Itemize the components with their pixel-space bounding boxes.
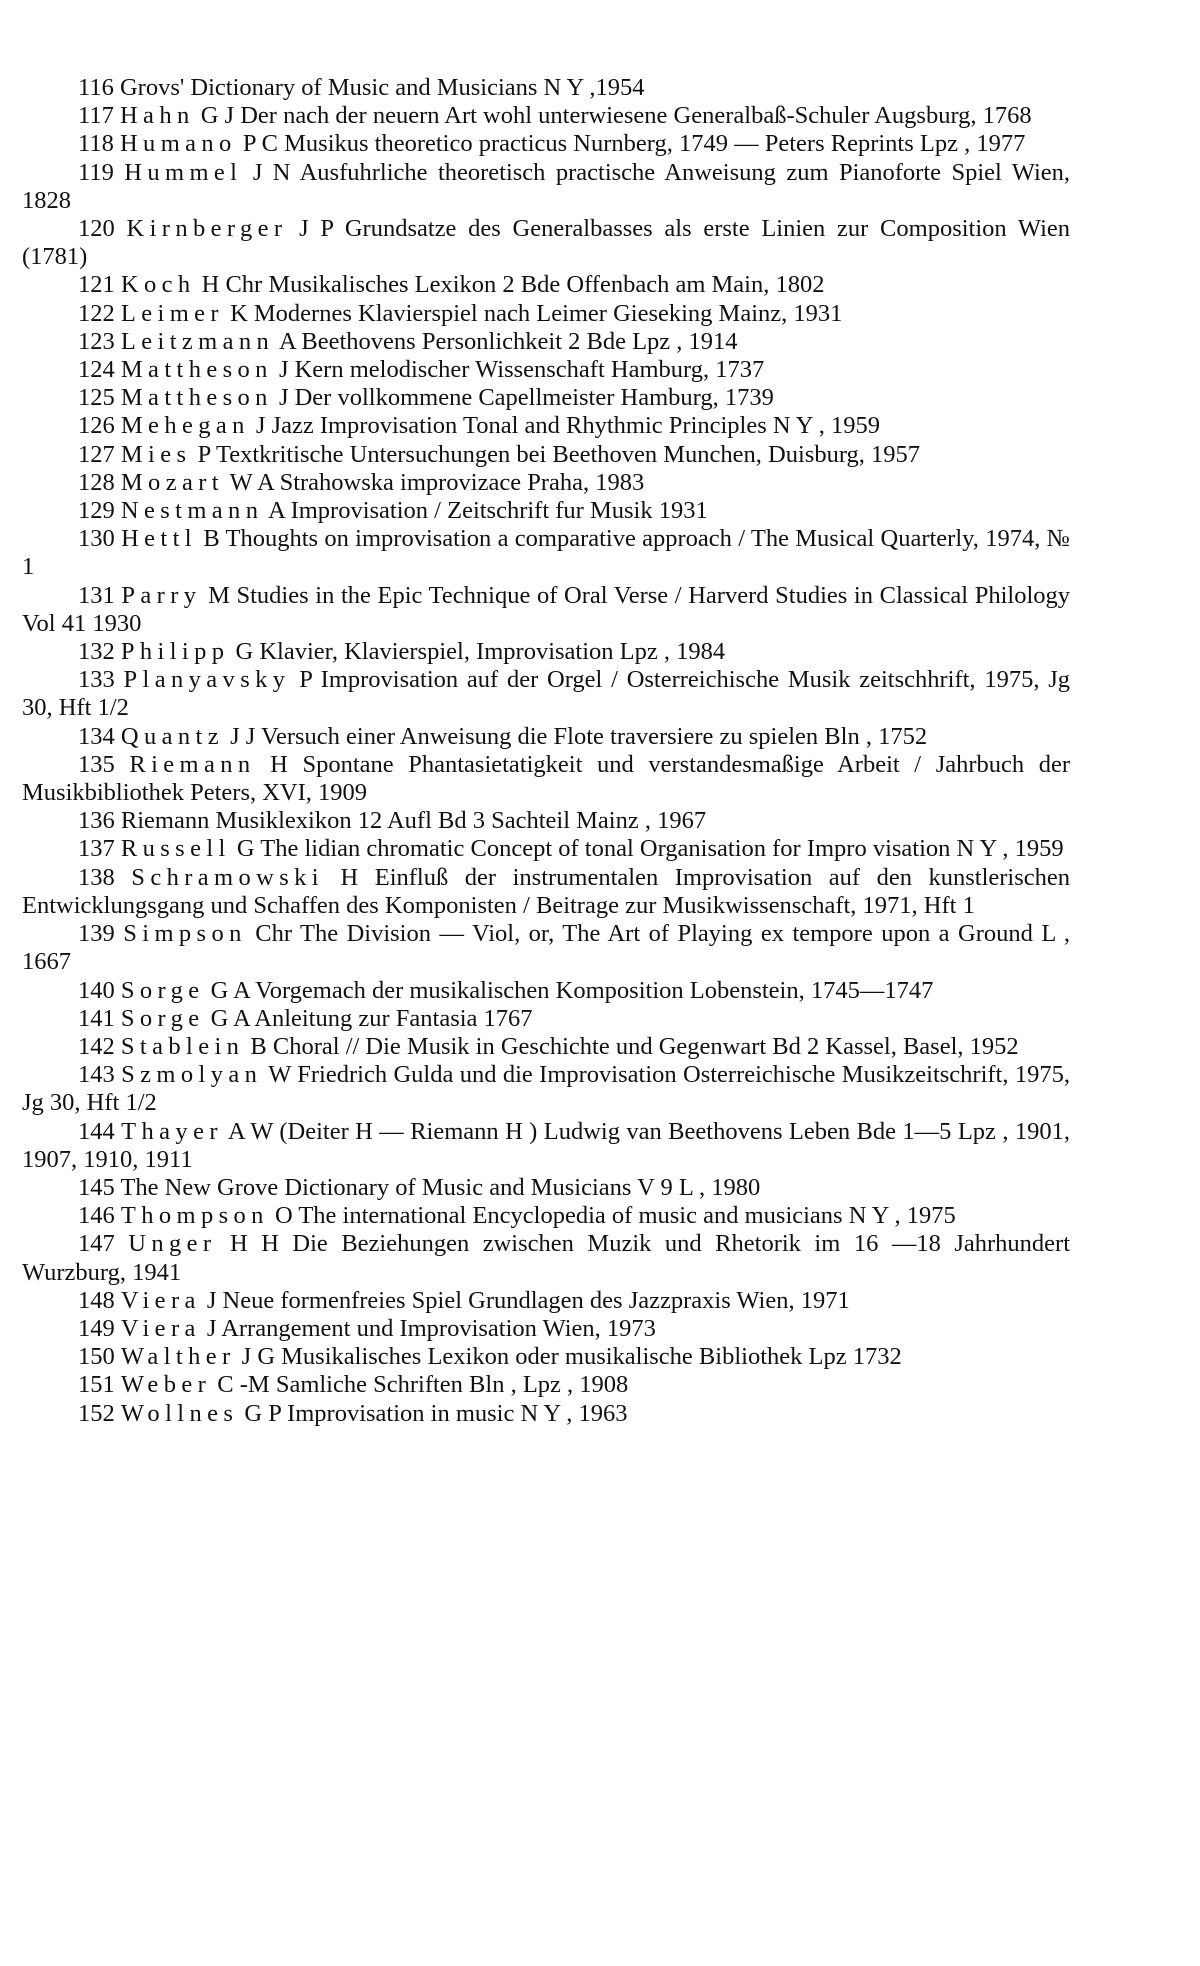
entry-text: A W (Deiter H — Riemann H ) Ludwig van Beethovens Leben Bde 1—5 Lpz , 1901, 1907, 1910, 1911 (22, 1118, 1070, 1173)
entry-number: 138 (78, 864, 115, 891)
entry-author: Viera (121, 1287, 201, 1314)
entry-text: G A Vorgemach der musikalischen Komposition Lobenstein, 1745—1747 (211, 977, 934, 1004)
entry-number: 139 (78, 920, 115, 947)
bibliography-entry (22, 497, 1070, 525)
entry-author: Thayer (121, 1118, 223, 1145)
bibliography-entry (22, 469, 1070, 497)
entry-number: 126 (78, 412, 115, 439)
bibliography-entry (22, 723, 1070, 751)
bibliography-entry (22, 525, 1070, 581)
entry-author: Quantz (121, 723, 224, 750)
entry-number: 143 (78, 1061, 115, 1088)
bibliography-entry (22, 582, 1070, 638)
bibliography-entry (22, 920, 1070, 976)
entry-author: Leitzmann (121, 328, 274, 355)
entry-text: J Neue formenfreies Spiel Grundlagen des Jazzpraxis Wien, 1971 (207, 1287, 850, 1314)
entry-author: Mehegan (121, 412, 250, 439)
bibliography-entry (22, 159, 1070, 215)
bibliography-entry (22, 751, 1070, 807)
bibliography-entry (22, 130, 1070, 158)
entry-number: 152 (78, 1400, 115, 1427)
entry-author: Mattheson (121, 384, 273, 411)
entry-number: 137 (78, 835, 115, 862)
entry-author: Leimer (121, 300, 224, 327)
bibliography-entry (22, 864, 1070, 920)
entry-text: W Friedrich Gulda und die Improvisation Osterreichische Musikzeitschrift, 1975, Jg 30, Hft 1/2 (22, 1061, 1070, 1116)
bibliography-entry (22, 1343, 1070, 1371)
entry-number: 117 (78, 102, 114, 129)
bibliography-entry (22, 412, 1070, 440)
entry-text: J P Grundsatze des Generalbasses als erste Linien zur Composition Wien (1781) (22, 215, 1070, 270)
entry-author: Schramowski (131, 864, 324, 891)
entry-text: Grovs' Dictionary of Music and Musicians N Y ,1954 (120, 74, 645, 101)
bibliography-entry (22, 1005, 1070, 1033)
entry-text: P Improvisation auf der Orgel / Osterreichische Musik zeitschhrift, 1975, Jg 30, Hft 1/2 (22, 666, 1070, 721)
bibliography-entry (22, 1174, 1070, 1202)
entry-text: H Spontane Phantasietatigkeit und verstandesmaßige Arbeit / Jahrbuch der Musikbibliothek Peters, XVI, 1909 (22, 751, 1070, 806)
entry-text: B Thoughts on improvisation a comparative approach / The Musical Quarterly, 1974, № 1 (22, 525, 1070, 580)
entry-author: Wollnes (121, 1400, 238, 1427)
entry-author: Weber (121, 1371, 211, 1398)
entry-author: Hahn (120, 102, 195, 129)
entry-text: G A Anleitung zur Fantasia 1767 (211, 1005, 533, 1032)
bibliography-entry (22, 1315, 1070, 1343)
entry-number: 141 (78, 1005, 115, 1032)
entry-text: A Beethovens Personlichkeit 2 Bde Lpz , 1914 (279, 328, 738, 355)
entry-text: J Jazz Improvisation Tonal and Rhythmic Principles N Y , 1959 (256, 412, 880, 439)
entry-author: Humano (120, 130, 237, 157)
entry-author: Nestmann (121, 497, 263, 524)
entry-text: A Improvisation / Zeitschrift fur Musik 1931 (268, 497, 708, 524)
entry-number: 151 (78, 1371, 115, 1398)
entry-author: Sorge (121, 977, 205, 1004)
entry-text: G The lidian chromatic Concept of tonal Organisation for Impro visation N Y , 1959 (237, 835, 1064, 862)
bibliography-entry (22, 328, 1070, 356)
entry-text: H Chr Musikalisches Lexikon 2 Bde Offenbach am Main, 1802 (202, 271, 825, 298)
entry-text: J Arrangement und Improvisation Wien, 1973 (207, 1315, 656, 1342)
entry-text: W A Strahowska improvizace Praha, 1983 (230, 469, 645, 496)
bibliography-entry (22, 807, 1070, 835)
bibliography-entry (22, 835, 1070, 863)
entry-text: G J Der nach der neuern Art wohl unterwiesene Generalbaß-Schuler Augsburg, 1768 (201, 102, 1032, 129)
entry-text: B Choral // Die Musik in Geschichte und Gegenwart Bd 2 Kassel, Basel, 1952 (250, 1033, 1018, 1060)
bibliography-entry (22, 1061, 1070, 1117)
bibliography-entry (22, 271, 1070, 299)
entry-text: J N Ausfuhrliche theoretisch practische Anweisung zum Pianoforte Spiel Wien, 1828 (22, 159, 1070, 214)
entry-text: G Klavier, Klavierspiel, Improvisation Lpz , 1984 (236, 638, 726, 665)
entry-number: 116 (78, 74, 114, 101)
entry-author: Stablein (121, 1033, 244, 1060)
bibliography-entry (22, 384, 1070, 412)
entry-author: Unger (128, 1230, 216, 1257)
entry-author: Hettl (121, 525, 197, 552)
bibliography-entry (22, 977, 1070, 1005)
entry-number: 130 (78, 525, 115, 552)
entry-text: G P Improvisation in music N Y , 1963 (244, 1400, 627, 1427)
entry-number: 135 (78, 751, 115, 778)
entry-author: Thompson (121, 1202, 269, 1229)
bibliography-entry (22, 1118, 1070, 1174)
entry-author: Mozart (121, 469, 224, 496)
entry-author: Riemann (129, 751, 255, 778)
entry-number: 144 (78, 1118, 115, 1145)
entry-number: 132 (78, 638, 115, 665)
bibliography-entry (22, 638, 1070, 666)
entry-number: 124 (78, 356, 115, 383)
entry-author: Philipp (121, 638, 230, 665)
entry-number: 150 (78, 1343, 115, 1370)
entry-number: 127 (78, 441, 115, 468)
entry-author: Szmolyan (121, 1061, 262, 1088)
bibliography-entry (22, 1202, 1070, 1230)
bibliography-entry (22, 74, 1070, 102)
entry-author: Hummel (124, 159, 242, 186)
entry-number: 145 (78, 1174, 115, 1201)
entry-number: 128 (78, 469, 115, 496)
entry-number: 120 (78, 215, 115, 242)
bibliography-entry (22, 1371, 1070, 1399)
entry-number: 118 (78, 130, 114, 157)
bibliography-entry (22, 102, 1070, 130)
bibliography-entry (22, 1400, 1070, 1428)
entry-number: 142 (78, 1033, 115, 1060)
entry-number: 131 (78, 582, 115, 609)
entry-text: J G Musikalisches Lexikon oder musikalische Bibliothek Lpz 1732 (242, 1343, 902, 1370)
entry-author: Koch (121, 271, 196, 298)
entry-number: 122 (78, 300, 115, 327)
bibliography-entry (22, 666, 1070, 722)
entry-author: Viera (121, 1315, 201, 1342)
bibliography-entry (22, 1287, 1070, 1315)
entry-text: Chr The Division — Viol, or, The Art of Playing ex tempore upon a Ground L , 1667 (22, 920, 1070, 975)
bibliography-entry (22, 356, 1070, 384)
entry-number: 121 (78, 271, 115, 298)
entry-text: C -M Samliche Schriften Bln , Lpz , 1908 (217, 1371, 628, 1398)
entry-number: 140 (78, 977, 115, 1004)
bibliography-list (22, 74, 1070, 1428)
entry-number: 147 (78, 1230, 115, 1257)
entry-text: P Textkritische Untersuchungen bei Beethoven Munchen, Duisburg, 1957 (198, 441, 921, 468)
entry-number: 134 (78, 723, 115, 750)
entry-author: Kirnberger (126, 215, 287, 242)
entry-number: 148 (78, 1287, 115, 1314)
entry-number: 125 (78, 384, 115, 411)
entry-text: J Der vollkommene Capellmeister Hamburg, 1739 (279, 384, 774, 411)
entry-text: O The international Encyclopedia of music and musicians N Y , 1975 (275, 1202, 956, 1229)
entry-text: J Kern melodischer Wissenschaft Hamburg, 1737 (279, 356, 764, 383)
entry-number: 119 (78, 159, 114, 186)
entry-number: 123 (78, 328, 115, 355)
entry-author: Mattheson (121, 356, 273, 383)
entry-author: Walther (121, 1343, 236, 1370)
entry-text: H H Die Beziehungen zwischen Muzik und Rhetorik im 16 —18 Jahrhundert Wurzburg, 1941 (22, 1230, 1070, 1285)
entry-text: K Modernes Klavierspiel nach Leimer Gieseking Mainz, 1931 (230, 300, 842, 327)
entry-number: 136 (78, 807, 115, 834)
entry-text: Riemann Musiklexikon 12 Aufl Bd 3 Sachteil Mainz , 1967 (121, 807, 706, 834)
entry-text: M Studies in the Epic Technique of Oral Verse / Harverd Studies in Classical Philology Vol 41 1930 (22, 582, 1070, 637)
entry-author: Parry (121, 582, 201, 609)
entry-author: Sorge (121, 1005, 205, 1032)
entry-text: H Einfluß der instrumentalen Improvisation auf den kunstlerischen Entwicklungsgang und Schaffen des Komponisten / Beitrage zur Musikwissenschaft, 1971, Hft 1 (22, 864, 1070, 919)
entry-author: Mies (121, 441, 192, 468)
entry-number: 129 (78, 497, 115, 524)
entry-author: Russell (121, 835, 231, 862)
bibliography-entry (22, 1033, 1070, 1061)
entry-author: Simpson (123, 920, 247, 947)
entry-number: 146 (78, 1202, 115, 1229)
entry-number: 149 (78, 1315, 115, 1342)
bibliography-entry (22, 1230, 1070, 1286)
bibliography-entry (22, 441, 1070, 469)
entry-text: P C Musikus theoretico practicus Nurnberg, 1749 — Peters Reprints Lpz , 1977 (243, 130, 1026, 157)
entry-author: Planyavsky (124, 666, 291, 693)
entry-text: J J Versuch einer Anweisung die Flote traversiere zu spielen Bln , 1752 (230, 723, 927, 750)
entry-number: 133 (78, 666, 115, 693)
entry-text: The New Grove Dictionary of Music and Musicians V 9 L , 1980 (120, 1174, 760, 1201)
bibliography-entry (22, 300, 1070, 328)
bibliography-entry (22, 215, 1070, 271)
